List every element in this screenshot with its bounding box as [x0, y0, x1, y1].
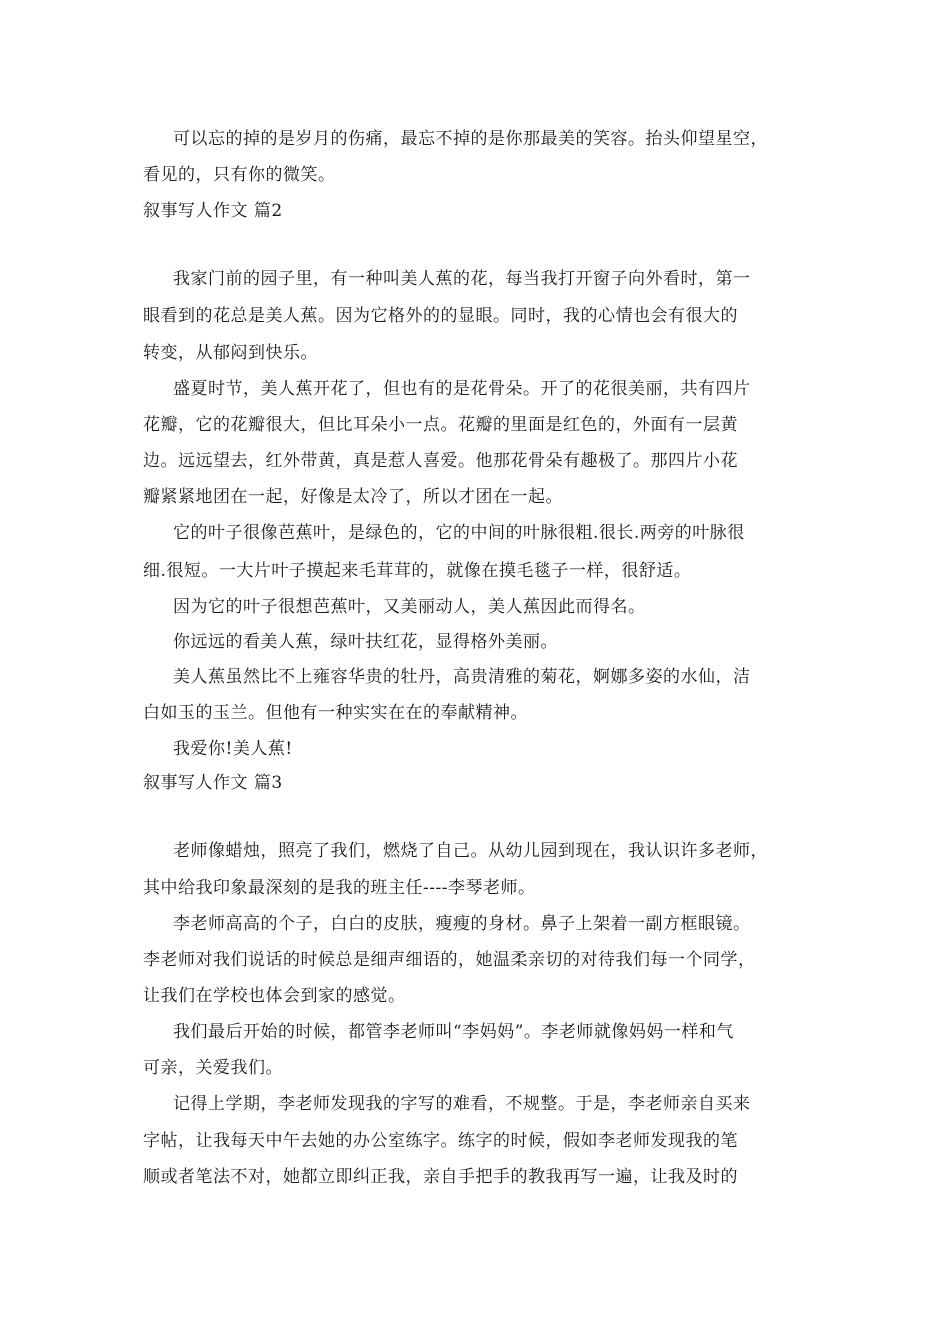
section-heading: 叙事写人作文 篇3 [143, 773, 283, 793]
section-heading: 叙事写人作文 篇2 [143, 201, 283, 221]
paragraph-line: 眼看到的花总是美人蕉。因为它格外的的显眼。同时，我的心情也会有很大的 [143, 306, 738, 326]
paragraph-line: 我们最后开始的时候，都管李老师叫“李妈妈”。李老师就像妈妈一样和气 [173, 1022, 734, 1042]
paragraph-line: 你远远的看美人蕉，绿叶扶红花，显得格外美丽。 [173, 632, 558, 652]
paragraph-line: 细.很短。一大片叶子摸起来毛茸茸的，就像在摸毛毯子一样，很舒适。 [143, 561, 692, 581]
paragraph-line: 它的叶子很像芭蕉叶，是绿色的，它的中间的叶脉很粗.很长.两旁的叶脉很 [173, 523, 745, 543]
paragraph-line: 边。远远望去，红外带黄，真是惹人喜爱。他那花骨朵有趣极了。那四片小花 [143, 451, 738, 471]
paragraph-line: 记得上学期，李老师发现我的字写的难看，不规整。于是，李老师亲自买来 [173, 1094, 751, 1114]
paragraph-line: 可亲，关爱我们。 [143, 1058, 283, 1078]
paragraph-line: 我家门前的园子里，有一种叫美人蕉的花，每当我打开窗子向外看时，第一 [173, 269, 751, 289]
paragraph-line: 白如玉的玉兰。但他有一种实实在在的奉献精神。 [143, 703, 528, 723]
paragraph-line: 字帖，让我每天中午去她的办公室练字。练字的时候，假如李老师发现我的笔 [143, 1131, 738, 1151]
paragraph-line: 我爱你!美人蕉! [173, 739, 293, 759]
paragraph-line: 让我们在学校也体会到家的感觉。 [143, 986, 406, 1006]
paragraph-line: 瓣紧紧地团在一起，好像是太冷了，所以才团在一起。 [143, 487, 563, 507]
paragraph-line: 李老师高高的个子，白白的皮肤，瘦瘦的身材。鼻子上架着一副方框眼镜。 [173, 914, 751, 934]
paragraph-line: 因为它的叶子很想芭蕉叶，又美丽动人，美人蕉因此而得名。 [173, 597, 646, 617]
paragraph-line: 花瓣，它的花瓣很大，但比耳朵小一点。花瓣的里面是红色的，外面有一层黄 [143, 415, 738, 435]
paragraph-line: 美人蕉虽然比不上雍容华贵的牡丹，高贵清雅的菊花，婀娜多姿的水仙，洁 [173, 667, 751, 687]
paragraph-line: 盛夏时节，美人蕉开花了，但也有的是花骨朵。开了的花很美丽，共有四片 [173, 379, 751, 399]
paragraph-line: 顺或者笔法不对，她都立即纠正我，亲自手把手的教我再写一遍，让我及时的 [143, 1167, 738, 1187]
paragraph-line: 其中给我印象最深刻的是我的班主任----李琴老师。 [143, 878, 536, 898]
paragraph-line: 看见的，只有你的微笑。 [143, 165, 336, 185]
paragraph-line: 老师像蜡烛，照亮了我们，燃烧了自己。从幼儿园到现在，我认识许多老师， [173, 841, 768, 861]
paragraph-line: 可以忘的掉的是岁月的伤痛，最忘不掉的是你那最美的笑容。抬头仰望星空， [173, 129, 768, 149]
paragraph-line: 李老师对我们说话的时候总是细声细语的，她温柔亲切的对待我们每一个同学， [143, 950, 756, 970]
paragraph-line: 转变，从郁闷到快乐。 [143, 343, 318, 363]
